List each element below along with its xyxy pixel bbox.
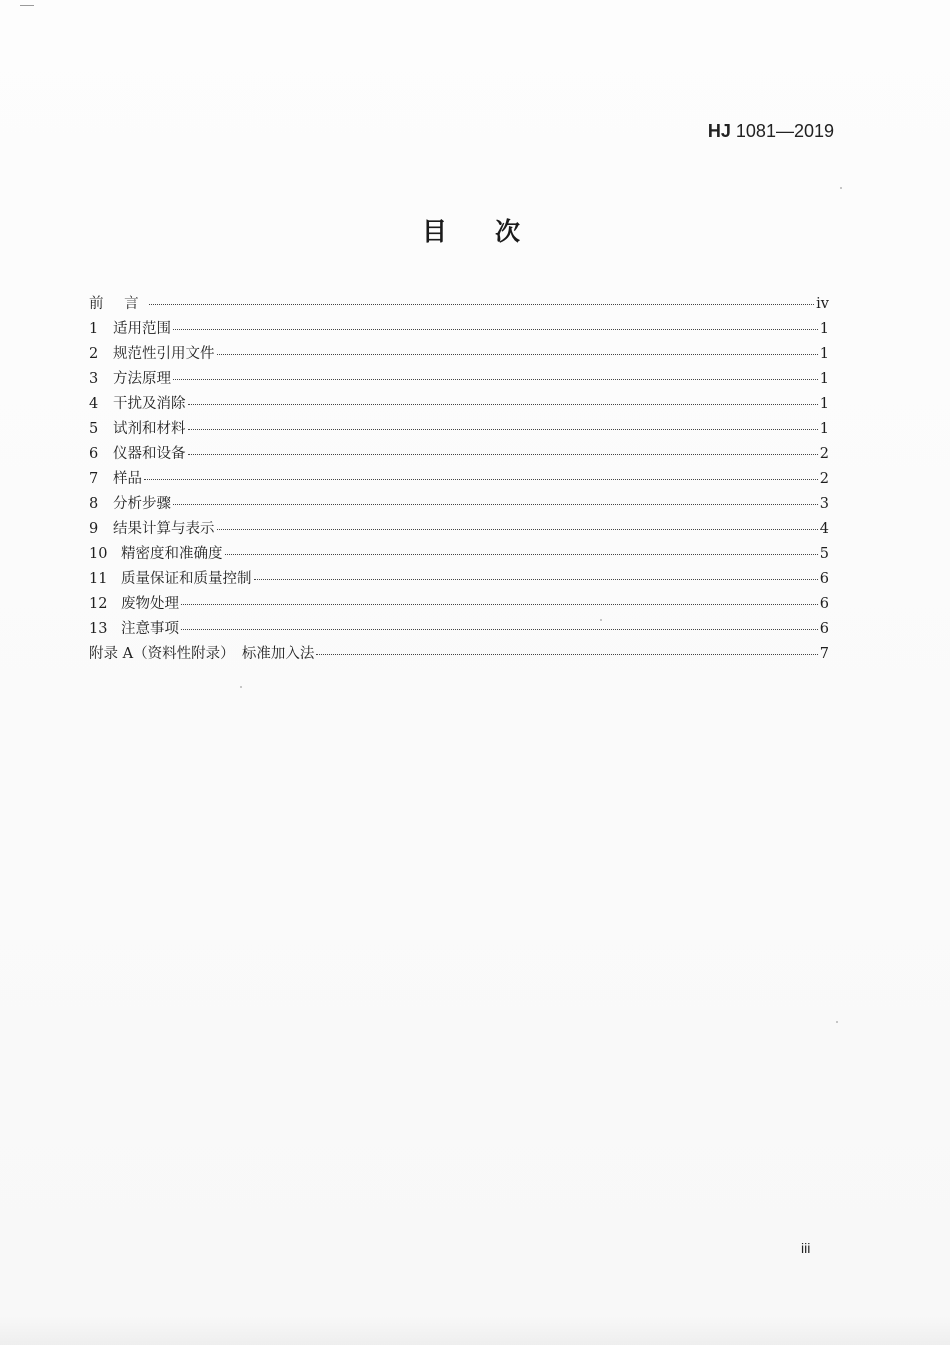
toc-label: 试剂和材料: [113, 421, 186, 437]
toc-row-12[interactable]: [89, 592, 829, 617]
toc-row-6[interactable]: [89, 442, 829, 467]
toc-label: 干扰及消除: [113, 396, 186, 412]
toc-page: iv: [816, 296, 829, 312]
toc-row-5[interactable]: [89, 417, 829, 442]
toc-label: 仪器和设备: [113, 446, 186, 462]
toc-row-appendix-a[interactable]: [89, 642, 829, 667]
toc-leader-dots: [188, 454, 818, 455]
toc-page: 2: [819, 471, 829, 487]
scan-speck: [600, 619, 602, 621]
toc-label: 分析步骤: [113, 496, 171, 512]
toc-leader-dots: [181, 604, 818, 605]
toc-page: 1: [819, 396, 829, 412]
standard-code: [708, 121, 834, 142]
scan-speck: [836, 1021, 838, 1023]
toc-number: 3: [89, 371, 99, 387]
toc-page: 2: [819, 446, 829, 462]
toc-number: 4: [89, 396, 99, 412]
toc-row-7[interactable]: [89, 467, 829, 492]
scan-speck: [840, 187, 842, 189]
toc-page: 5: [819, 546, 829, 562]
toc-label: 结果计算与表示: [113, 521, 215, 537]
toc-page: 4: [819, 521, 829, 537]
table-of-contents: [89, 292, 829, 667]
toc-page: 6: [819, 571, 829, 587]
toc-page: 1: [819, 371, 829, 387]
scan-mark: [20, 5, 34, 6]
toc-leader-dots: [173, 379, 818, 380]
toc-number: 7: [89, 471, 99, 487]
toc-leader-dots: [188, 404, 818, 405]
toc-page: 6: [819, 596, 829, 612]
toc-row-foreword[interactable]: [89, 292, 829, 317]
page-number: iii: [801, 1240, 811, 1256]
scan-edge-shadow: [0, 1315, 950, 1345]
toc-row-10[interactable]: [89, 542, 829, 567]
toc-number: 9: [89, 521, 99, 537]
toc-row-8[interactable]: [89, 492, 829, 517]
toc-label: 样品: [113, 471, 142, 487]
page-title: 目次: [421, 217, 568, 246]
toc-label: 方法原理: [113, 371, 171, 387]
toc-row-4[interactable]: [89, 392, 829, 417]
toc-leader-dots: [149, 304, 815, 305]
toc-number: 8: [89, 496, 99, 512]
toc-number: 10: [89, 546, 108, 562]
scan-speck: [240, 686, 242, 688]
toc-number: 12: [89, 596, 108, 612]
toc-label: 废物处理: [121, 596, 179, 612]
toc-label: 精密度和准确度: [121, 546, 223, 562]
toc-leader-dots: [217, 529, 818, 530]
standard-code-number: 1081—2019: [735, 121, 834, 141]
toc-leader-dots: [181, 629, 818, 630]
toc-row-3[interactable]: [89, 367, 829, 392]
toc-leader-dots: [173, 329, 818, 330]
toc-number: 11: [89, 571, 108, 587]
toc-page: 6: [819, 621, 829, 637]
toc-label: 注意事项: [121, 621, 179, 637]
toc-leader-dots: [144, 479, 818, 480]
toc-number: 2: [89, 346, 99, 362]
toc-page: 1: [819, 346, 829, 362]
toc-number: 5: [89, 421, 99, 437]
toc-label: 规范性引用文件: [113, 346, 215, 362]
toc-label: 质量保证和质量控制: [121, 571, 252, 587]
toc-number: 1: [89, 321, 99, 337]
toc-page: 7: [819, 646, 829, 662]
toc-row-1[interactable]: [89, 317, 829, 342]
toc-leader-dots: [217, 354, 818, 355]
toc-label: 适用范围: [113, 321, 171, 337]
toc-label: 附录 A（资料性附录） 标准加入法: [89, 646, 315, 662]
toc-row-11[interactable]: [89, 567, 829, 592]
toc-row-9[interactable]: [89, 517, 829, 542]
toc-page: 3: [819, 496, 829, 512]
toc-label: 前 言: [89, 296, 147, 312]
toc-leader-dots: [254, 579, 818, 580]
toc-row-13[interactable]: [89, 617, 829, 642]
toc-row-2[interactable]: [89, 342, 829, 367]
toc-leader-dots: [188, 429, 818, 430]
toc-leader-dots: [225, 554, 818, 555]
toc-page: 1: [819, 421, 829, 437]
toc-number: 6: [89, 446, 99, 462]
toc-leader-dots: [316, 654, 817, 655]
standard-code-prefix: HJ: [707, 121, 731, 141]
toc-number: 13: [89, 621, 108, 637]
toc-leader-dots: [173, 504, 818, 505]
toc-page: 1: [819, 321, 829, 337]
